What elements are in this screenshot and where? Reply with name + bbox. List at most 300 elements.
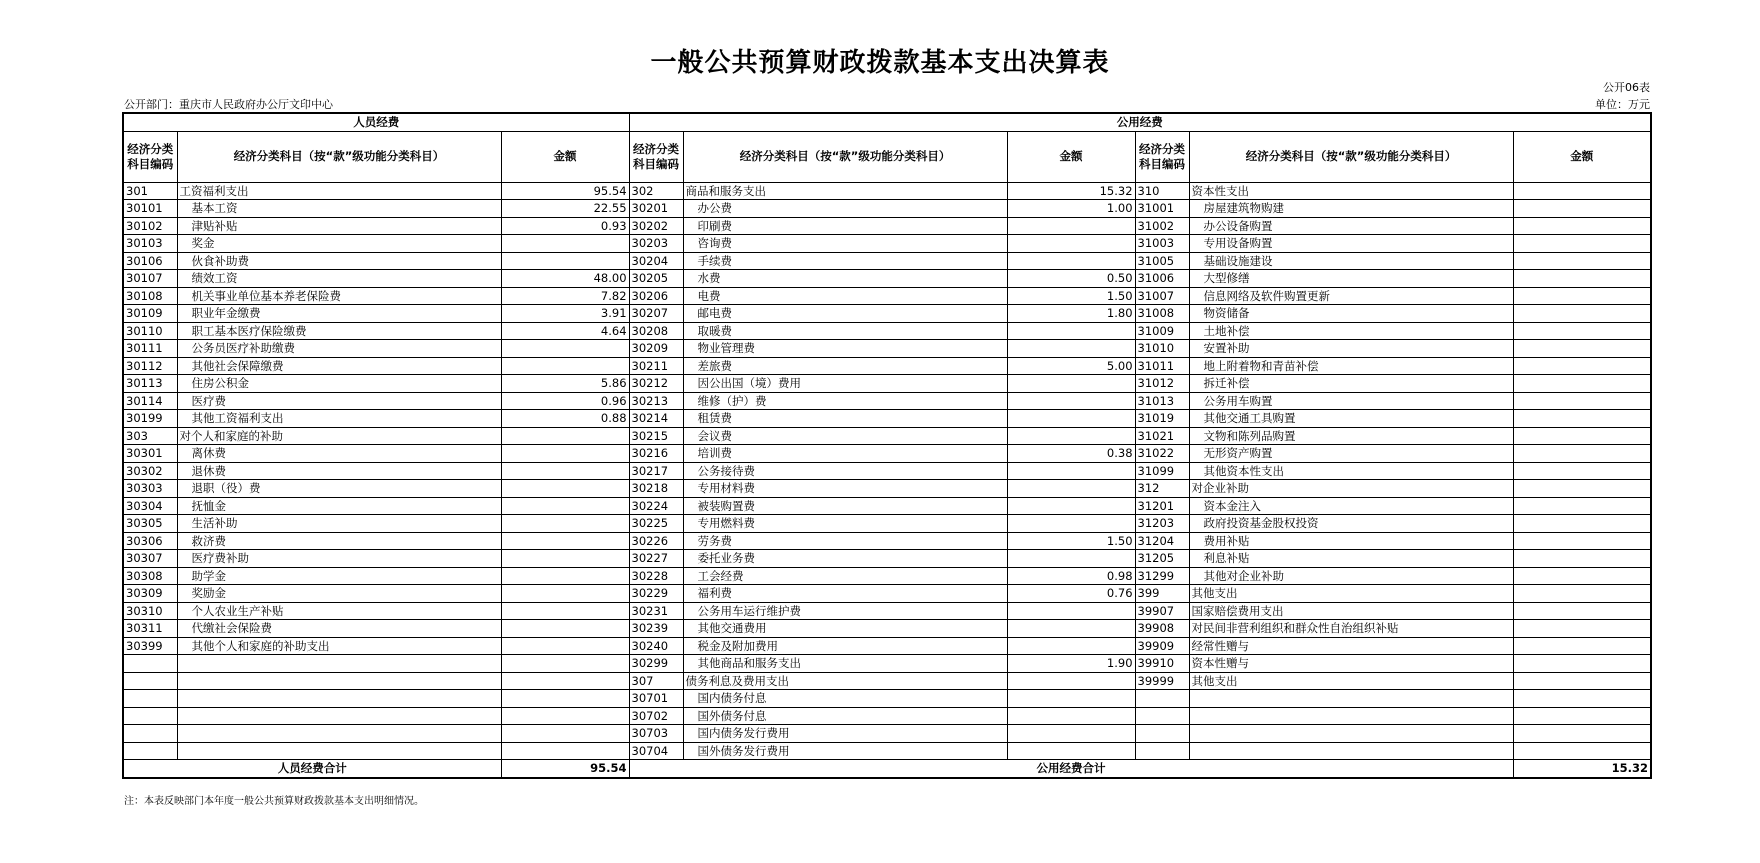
capital-code-cell: 31012 [1135, 375, 1189, 393]
personnel-code-cell [123, 672, 177, 690]
personnel-amount-cell: 0.93 [501, 217, 629, 235]
capital-code-cell: 31005 [1135, 252, 1189, 270]
personnel-name-cell: 机关事业单位基本养老保险费 [177, 287, 501, 305]
header-amount: 金额 [1513, 131, 1651, 182]
public-amount-cell: 0.76 [1007, 585, 1135, 603]
capital-name-cell: 拆迁补偿 [1189, 375, 1513, 393]
capital-name-cell: 利息补贴 [1189, 550, 1513, 568]
table-row [123, 637, 1651, 655]
public-amount-cell [1007, 427, 1135, 445]
public-name-cell: 水费 [683, 270, 1007, 288]
public-name-cell: 印刷费 [683, 217, 1007, 235]
capital-amount-cell [1513, 655, 1651, 673]
capital-name-cell: 其他资本性支出 [1189, 462, 1513, 480]
personnel-amount-cell [501, 515, 629, 533]
public-amount-cell [1007, 252, 1135, 270]
public-amount-cell [1007, 602, 1135, 620]
personnel-name-cell: 住房公积金 [177, 375, 501, 393]
personnel-name-cell: 其他个人和家庭的补助支出 [177, 637, 501, 655]
public-code-cell: 30703 [629, 725, 683, 743]
personnel-code-cell: 30102 [123, 217, 177, 235]
table-row [123, 672, 1651, 690]
public-name-cell: 专用材料费 [683, 480, 1007, 498]
public-name-cell: 会议费 [683, 427, 1007, 445]
capital-name-cell: 专用设备购置 [1189, 235, 1513, 253]
public-amount-cell [1007, 672, 1135, 690]
personnel-amount-cell: 95.54 [501, 182, 629, 200]
capital-amount-cell [1513, 305, 1651, 323]
public-code-cell: 30202 [629, 217, 683, 235]
personnel-code-cell [123, 690, 177, 708]
personnel-code-cell [123, 655, 177, 673]
public-name-cell: 国外债务发行费用 [683, 742, 1007, 760]
capital-amount-cell [1513, 725, 1651, 743]
personnel-name-cell: 救济费 [177, 532, 501, 550]
capital-name-cell: 文物和陈列品购置 [1189, 427, 1513, 445]
table-row [123, 620, 1651, 638]
public-code-cell: 30209 [629, 340, 683, 358]
public-code-cell: 30204 [629, 252, 683, 270]
public-code-cell: 30215 [629, 427, 683, 445]
capital-code-cell: 31299 [1135, 567, 1189, 585]
capital-name-cell: 房屋建筑物购建 [1189, 200, 1513, 218]
public-amount-cell: 0.98 [1007, 567, 1135, 585]
capital-amount-cell [1513, 690, 1651, 708]
unit-label: 单位：万元 [1595, 98, 1650, 111]
personnel-code-cell: 30109 [123, 305, 177, 323]
personnel-amount-cell [501, 725, 629, 743]
personnel-amount-cell: 22.55 [501, 200, 629, 218]
table-row [123, 305, 1651, 323]
capital-code-cell: 31003 [1135, 235, 1189, 253]
section-personnel: 人员经费 [123, 113, 629, 131]
public-code-cell: 30216 [629, 445, 683, 463]
public-name-cell: 国内债务发行费用 [683, 725, 1007, 743]
public-amount-cell: 1.00 [1007, 200, 1135, 218]
capital-name-cell: 其他支出 [1189, 672, 1513, 690]
personnel-name-cell: 公务员医疗补助缴费 [177, 340, 501, 358]
public-code-cell: 30231 [629, 602, 683, 620]
personnel-code-cell: 30101 [123, 200, 177, 218]
personnel-code-cell: 30301 [123, 445, 177, 463]
public-amount-cell [1007, 322, 1135, 340]
capital-amount-cell [1513, 480, 1651, 498]
capital-amount-cell [1513, 532, 1651, 550]
public-name-cell: 邮电费 [683, 305, 1007, 323]
capital-name-cell: 物资储备 [1189, 305, 1513, 323]
capital-code-cell: 39910 [1135, 655, 1189, 673]
public-amount-cell: 1.90 [1007, 655, 1135, 673]
personnel-name-cell: 助学金 [177, 567, 501, 585]
public-name-cell: 国内债务付息 [683, 690, 1007, 708]
public-total-label: 公用经费合计 [629, 760, 1513, 778]
personnel-code-cell: 30306 [123, 532, 177, 550]
capital-amount-cell [1513, 427, 1651, 445]
table-row [123, 690, 1651, 708]
capital-amount-cell [1513, 410, 1651, 428]
public-name-cell: 福利费 [683, 585, 1007, 603]
personnel-amount-cell: 0.96 [501, 392, 629, 410]
personnel-name-cell: 对个人和家庭的补助 [177, 427, 501, 445]
public-amount-cell [1007, 620, 1135, 638]
public-code-cell: 30228 [629, 567, 683, 585]
capital-code-cell: 31002 [1135, 217, 1189, 235]
personnel-code-cell: 30310 [123, 602, 177, 620]
public-name-cell: 被装购置费 [683, 497, 1007, 515]
public-name-cell: 公务用车运行维护费 [683, 602, 1007, 620]
capital-code-cell: 39909 [1135, 637, 1189, 655]
capital-name-cell: 经常性赠与 [1189, 637, 1513, 655]
personnel-amount-cell [501, 690, 629, 708]
personnel-amount-cell [501, 357, 629, 375]
personnel-name-cell: 个人农业生产补贴 [177, 602, 501, 620]
personnel-amount-cell: 48.00 [501, 270, 629, 288]
public-code-cell: 30212 [629, 375, 683, 393]
table-row [123, 200, 1651, 218]
section-header-row [123, 113, 1651, 131]
capital-code-cell: 310 [1135, 182, 1189, 200]
personnel-name-cell [177, 707, 501, 725]
public-name-cell: 委托业务费 [683, 550, 1007, 568]
capital-code-cell: 31011 [1135, 357, 1189, 375]
capital-name-cell: 基础设施建设 [1189, 252, 1513, 270]
personnel-name-cell [177, 672, 501, 690]
capital-name-cell [1189, 725, 1513, 743]
column-header-row [123, 131, 1651, 182]
capital-code-cell [1135, 707, 1189, 725]
personnel-amount-cell [501, 480, 629, 498]
capital-amount-cell [1513, 515, 1651, 533]
table-row [123, 340, 1651, 358]
table-row [123, 742, 1651, 760]
personnel-code-cell: 30311 [123, 620, 177, 638]
capital-name-cell: 地上附着物和青苗补偿 [1189, 357, 1513, 375]
personnel-amount-cell [501, 742, 629, 760]
public-code-cell: 30201 [629, 200, 683, 218]
public-code-cell: 30224 [629, 497, 683, 515]
public-name-cell: 电费 [683, 287, 1007, 305]
personnel-name-cell [177, 725, 501, 743]
capital-code-cell: 39999 [1135, 672, 1189, 690]
personnel-amount-cell: 4.64 [501, 322, 629, 340]
capital-code-cell: 31006 [1135, 270, 1189, 288]
table-row [123, 445, 1651, 463]
capital-name-cell: 安置补助 [1189, 340, 1513, 358]
capital-amount-cell [1513, 200, 1651, 218]
public-amount-cell [1007, 375, 1135, 393]
table-row [123, 585, 1651, 603]
public-amount-cell [1007, 690, 1135, 708]
personnel-amount-cell [501, 602, 629, 620]
public-code-cell: 302 [629, 182, 683, 200]
personnel-name-cell: 奖励金 [177, 585, 501, 603]
personnel-name-cell: 代缴社会保险费 [177, 620, 501, 638]
personnel-code-cell: 30399 [123, 637, 177, 655]
public-code-cell: 30227 [629, 550, 683, 568]
capital-amount-cell [1513, 375, 1651, 393]
capital-amount-cell [1513, 322, 1651, 340]
capital-amount-cell [1513, 742, 1651, 760]
table-row [123, 322, 1651, 340]
public-name-cell: 商品和服务支出 [683, 182, 1007, 200]
public-code-cell: 30213 [629, 392, 683, 410]
personnel-amount-cell [501, 567, 629, 585]
personnel-name-cell: 抚恤金 [177, 497, 501, 515]
public-code-cell: 30207 [629, 305, 683, 323]
public-amount-cell [1007, 725, 1135, 743]
capital-amount-cell [1513, 707, 1651, 725]
capital-code-cell: 312 [1135, 480, 1189, 498]
personnel-amount-cell [501, 637, 629, 655]
capital-amount-cell [1513, 497, 1651, 515]
capital-name-cell: 大型修缮 [1189, 270, 1513, 288]
personnel-code-cell: 303 [123, 427, 177, 445]
table-row [123, 235, 1651, 253]
personnel-code-cell: 30199 [123, 410, 177, 428]
capital-code-cell: 39908 [1135, 620, 1189, 638]
capital-code-cell: 39907 [1135, 602, 1189, 620]
public-amount-cell [1007, 480, 1135, 498]
capital-amount-cell [1513, 567, 1651, 585]
personnel-amount-cell: 0.88 [501, 410, 629, 428]
capital-amount-cell [1513, 217, 1651, 235]
personnel-name-cell: 工资福利支出 [177, 182, 501, 200]
public-name-cell: 工会经费 [683, 567, 1007, 585]
table-row [123, 550, 1651, 568]
header-amount: 金额 [1007, 131, 1135, 182]
capital-amount-cell [1513, 550, 1651, 568]
capital-amount-cell [1513, 270, 1651, 288]
personnel-code-cell: 30107 [123, 270, 177, 288]
personnel-amount-cell: 5.86 [501, 375, 629, 393]
public-name-cell: 咨询费 [683, 235, 1007, 253]
public-code-cell: 30211 [629, 357, 683, 375]
public-name-cell: 取暖费 [683, 322, 1007, 340]
personnel-amount-cell: 3.91 [501, 305, 629, 323]
header-name: 经济分类科目（按“款”级功能分类科目） [177, 131, 501, 182]
footnote: 注：本表反映部门本年度一般公共预算财政拨款基本支出明细情况。 [124, 796, 424, 807]
capital-amount-cell [1513, 585, 1651, 603]
public-name-cell: 国外债务付息 [683, 707, 1007, 725]
capital-code-cell: 31013 [1135, 392, 1189, 410]
table-row [123, 655, 1651, 673]
header-name: 经济分类科目（按“款”级功能分类科目） [1189, 131, 1513, 182]
capital-amount-cell [1513, 462, 1651, 480]
personnel-amount-cell [501, 707, 629, 725]
public-amount-cell [1007, 742, 1135, 760]
totals-row [123, 760, 1651, 778]
capital-amount-cell [1513, 182, 1651, 200]
capital-amount-cell [1513, 637, 1651, 655]
personnel-name-cell: 其他工资福利支出 [177, 410, 501, 428]
public-code-cell: 30704 [629, 742, 683, 760]
personnel-code-cell: 30308 [123, 567, 177, 585]
public-name-cell: 因公出国（境）费用 [683, 375, 1007, 393]
personnel-amount-cell [501, 655, 629, 673]
public-code-cell: 30218 [629, 480, 683, 498]
public-name-cell: 其他商品和服务支出 [683, 655, 1007, 673]
personnel-amount-cell [501, 497, 629, 515]
public-name-cell: 税金及附加费用 [683, 637, 1007, 655]
capital-amount-cell [1513, 252, 1651, 270]
header-code: 经济分类科目编码 [1135, 131, 1189, 182]
capital-code-cell: 31203 [1135, 515, 1189, 533]
public-code-cell: 30208 [629, 322, 683, 340]
table-row [123, 270, 1651, 288]
public-amount-cell [1007, 707, 1135, 725]
table-row [123, 375, 1651, 393]
capital-name-cell: 其他交通工具购置 [1189, 410, 1513, 428]
personnel-amount-cell [501, 445, 629, 463]
personnel-name-cell: 退休费 [177, 462, 501, 480]
capital-code-cell: 31021 [1135, 427, 1189, 445]
personnel-code-cell: 30302 [123, 462, 177, 480]
personnel-name-cell: 职工基本医疗保险缴费 [177, 322, 501, 340]
public-amount-cell [1007, 515, 1135, 533]
capital-amount-cell [1513, 620, 1651, 638]
header-name: 经济分类科目（按“款”级功能分类科目） [683, 131, 1007, 182]
capital-name-cell: 国家赔偿费用支出 [1189, 602, 1513, 620]
table-row [123, 217, 1651, 235]
personnel-total-value: 95.54 [501, 760, 629, 778]
public-code-cell: 30239 [629, 620, 683, 638]
public-amount-cell: 0.50 [1007, 270, 1135, 288]
personnel-amount-cell [501, 620, 629, 638]
capital-code-cell: 31010 [1135, 340, 1189, 358]
department-label: 公开部门：重庆市人民政府办公厅文印中心 [124, 98, 333, 111]
personnel-code-cell: 30303 [123, 480, 177, 498]
table-row [123, 725, 1651, 743]
public-code-cell: 30217 [629, 462, 683, 480]
personnel-amount-cell [501, 532, 629, 550]
capital-name-cell [1189, 690, 1513, 708]
capital-amount-cell [1513, 340, 1651, 358]
capital-code-cell: 31001 [1135, 200, 1189, 218]
capital-code-cell: 31007 [1135, 287, 1189, 305]
capital-amount-cell [1513, 602, 1651, 620]
capital-name-cell: 信息网络及软件购置更新 [1189, 287, 1513, 305]
capital-name-cell: 资本金注入 [1189, 497, 1513, 515]
public-amount-cell: 15.32 [1007, 182, 1135, 200]
personnel-code-cell [123, 742, 177, 760]
header-code: 经济分类科目编码 [629, 131, 683, 182]
public-name-cell: 其他交通费用 [683, 620, 1007, 638]
table-row [123, 410, 1651, 428]
capital-name-cell [1189, 707, 1513, 725]
personnel-name-cell: 医疗费 [177, 392, 501, 410]
capital-name-cell: 办公设备购置 [1189, 217, 1513, 235]
personnel-name-cell: 奖金 [177, 235, 501, 253]
personnel-name-cell: 医疗费补助 [177, 550, 501, 568]
table-row [123, 480, 1651, 498]
personnel-name-cell: 津贴补贴 [177, 217, 501, 235]
public-name-cell: 物业管理费 [683, 340, 1007, 358]
capital-code-cell [1135, 725, 1189, 743]
table-row [123, 182, 1651, 200]
public-amount-cell [1007, 550, 1135, 568]
personnel-amount-cell [501, 427, 629, 445]
public-name-cell: 专用燃料费 [683, 515, 1007, 533]
table-row [123, 357, 1651, 375]
capital-code-cell: 31009 [1135, 322, 1189, 340]
public-amount-cell [1007, 410, 1135, 428]
personnel-name-cell [177, 742, 501, 760]
public-amount-cell: 5.00 [1007, 357, 1135, 375]
capital-amount-cell [1513, 235, 1651, 253]
page-title: 一般公共预算财政拨款基本支出决算表 [650, 48, 1110, 78]
capital-name-cell: 对企业补助 [1189, 480, 1513, 498]
capital-code-cell: 31201 [1135, 497, 1189, 515]
capital-name-cell [1189, 742, 1513, 760]
public-amount-cell [1007, 462, 1135, 480]
public-code-cell: 30225 [629, 515, 683, 533]
public-name-cell: 办公费 [683, 200, 1007, 218]
personnel-amount-cell: 7.82 [501, 287, 629, 305]
public-name-cell: 劳务费 [683, 532, 1007, 550]
public-amount-cell: 0.38 [1007, 445, 1135, 463]
personnel-code-cell: 30304 [123, 497, 177, 515]
public-amount-cell [1007, 217, 1135, 235]
public-name-cell: 公务接待费 [683, 462, 1007, 480]
table-row [123, 602, 1651, 620]
public-name-cell: 手续费 [683, 252, 1007, 270]
personnel-code-cell: 30113 [123, 375, 177, 393]
public-amount-cell [1007, 637, 1135, 655]
personnel-code-cell: 30108 [123, 287, 177, 305]
capital-amount-cell [1513, 445, 1651, 463]
capital-name-cell: 资本性支出 [1189, 182, 1513, 200]
capital-amount-cell [1513, 392, 1651, 410]
personnel-code-cell: 301 [123, 182, 177, 200]
personnel-code-cell: 30103 [123, 235, 177, 253]
public-code-cell: 30206 [629, 287, 683, 305]
personnel-code-cell: 30106 [123, 252, 177, 270]
public-code-cell: 30214 [629, 410, 683, 428]
personnel-name-cell: 其他社会保障缴费 [177, 357, 501, 375]
public-amount-cell: 1.80 [1007, 305, 1135, 323]
personnel-total-label: 人员经费合计 [123, 760, 501, 778]
personnel-amount-cell [501, 340, 629, 358]
public-code-cell: 30205 [629, 270, 683, 288]
capital-name-cell: 公务用车购置 [1189, 392, 1513, 410]
public-amount-cell [1007, 235, 1135, 253]
table-row [123, 497, 1651, 515]
capital-name-cell: 其他对企业补助 [1189, 567, 1513, 585]
table-row [123, 462, 1651, 480]
personnel-code-cell: 30112 [123, 357, 177, 375]
capital-code-cell: 399 [1135, 585, 1189, 603]
public-code-cell: 30299 [629, 655, 683, 673]
personnel-code-cell: 30307 [123, 550, 177, 568]
personnel-code-cell [123, 725, 177, 743]
header-amount: 金额 [501, 131, 629, 182]
capital-amount-cell [1513, 672, 1651, 690]
public-amount-cell [1007, 340, 1135, 358]
public-total-value: 15.32 [1513, 760, 1651, 778]
personnel-code-cell: 30305 [123, 515, 177, 533]
personnel-amount-cell [501, 585, 629, 603]
capital-name-cell: 费用补贴 [1189, 532, 1513, 550]
personnel-name-cell: 职业年金缴费 [177, 305, 501, 323]
personnel-code-cell: 30111 [123, 340, 177, 358]
capital-code-cell: 31008 [1135, 305, 1189, 323]
personnel-name-cell: 基本工资 [177, 200, 501, 218]
table-row [123, 427, 1651, 445]
capital-code-cell [1135, 690, 1189, 708]
capital-amount-cell [1513, 287, 1651, 305]
personnel-amount-cell [501, 550, 629, 568]
personnel-name-cell: 退职（役）费 [177, 480, 501, 498]
